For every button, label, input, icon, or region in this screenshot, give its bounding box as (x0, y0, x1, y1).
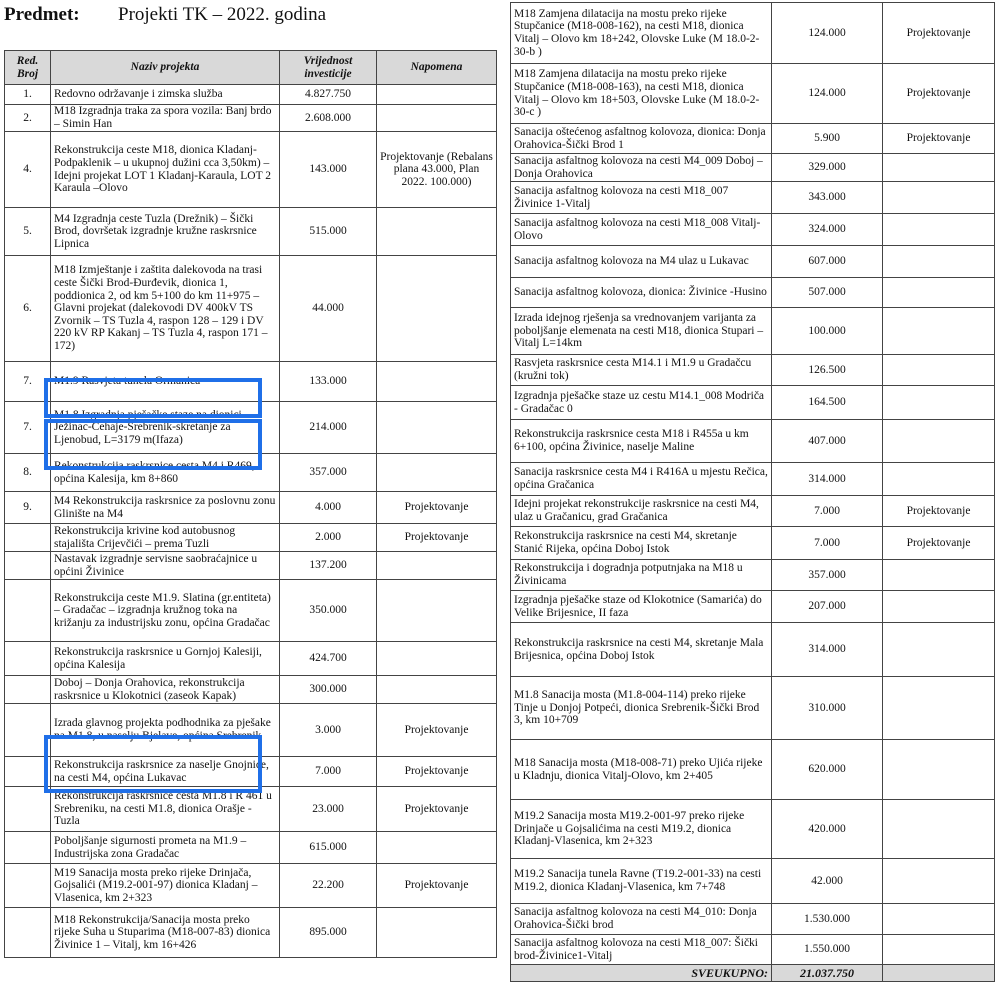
row-number: 7. (5, 362, 51, 402)
row-investment-value: 44.000 (280, 256, 377, 362)
row-investment-value: 3.000 (280, 704, 377, 757)
table-row (511, 3, 995, 64)
table-row (511, 420, 995, 463)
row-note (883, 740, 995, 800)
table-row (5, 362, 497, 402)
row-note (883, 904, 995, 935)
table-row (511, 527, 995, 560)
row-number (5, 908, 51, 958)
total-value: 21.037.750 (772, 965, 883, 982)
table-row (511, 386, 995, 420)
row-note (377, 454, 497, 492)
table-row (511, 154, 995, 182)
row-number: 4. (5, 132, 51, 208)
row-project-name: Izrada idejnog rješenja sa vrednovanjem varijanta za poboljšanje elemenata na cesti M18, dionica Stupari – Vitalj L=14km (511, 308, 772, 355)
col-header-napomena: Napomena (377, 51, 497, 85)
row-number (5, 580, 51, 642)
row-project-name: Doboj – Donja Orahovica, rekonstrukcija raskrsnice u Klokotnici (zaseok Kapak) (51, 676, 280, 704)
row-note: Projektovanje (377, 492, 497, 524)
row-number: 7. (5, 402, 51, 454)
row-note (883, 214, 995, 246)
row-note (377, 908, 497, 958)
row-number (5, 552, 51, 580)
row-note (377, 362, 497, 402)
row-investment-value: 2.608.000 (280, 105, 377, 132)
row-investment-value: 615.000 (280, 832, 377, 864)
row-note (883, 859, 995, 904)
table-row (5, 832, 497, 864)
row-note (883, 420, 995, 463)
row-investment-value: 7.000 (280, 757, 377, 787)
row-note: Projektovanje (Rebalans plana 43.000, Plan 2022. 100.000) (377, 132, 497, 208)
row-note (883, 463, 995, 496)
row-project-name: Idejni projekat rekonstrukcije raskrsnice na cesti M4, ulaz u Gračanicu, grad Gračanica (511, 496, 772, 527)
row-note (377, 676, 497, 704)
table-row (5, 757, 497, 787)
table-row (5, 105, 497, 132)
row-investment-value: 4.000 (280, 492, 377, 524)
row-investment-value: 4.827.750 (280, 85, 377, 105)
table-row (511, 124, 995, 154)
row-note (377, 256, 497, 362)
subject-label: Predmet: (4, 4, 80, 25)
row-number (5, 524, 51, 552)
row-project-name: M1.8 Sanacija mosta (M1.8-004-114) preko rijeke Tinje u Donjoj Potpeći, dionica Srebrenik-Šički Brod 3, km 10+709 (511, 677, 772, 740)
table-row (5, 704, 497, 757)
row-project-name: Rekonstrukcija ceste M18, dionica Kladanj-Podpaklenik – u ukupnoj dužini cca 3,50km) – Idejni projekat LOT 1 Kladanj-Karaula, LOT 2 Karaula –Olovo (51, 132, 280, 208)
row-number: 8. (5, 454, 51, 492)
table-row (511, 591, 995, 623)
row-project-name: M1.8 Izgradnja pješačke staze na dionici Ježinac-Čehaje-Srebrenik-skretanje za Ljenobud, L=3179 m(Ifaza) (51, 402, 280, 454)
row-note (883, 182, 995, 214)
row-number: 9. (5, 492, 51, 524)
table-row (5, 642, 497, 676)
row-project-name: Sanacija asfaltnog kolovoza na cesti M18_007: Šički brod-Živinice1-Vitalj (511, 935, 772, 965)
row-investment-value: 143.000 (280, 132, 377, 208)
table-row (511, 560, 995, 591)
table-row (511, 859, 995, 904)
row-investment-value: 124.000 (772, 64, 883, 124)
row-investment-value: 1.550.000 (772, 935, 883, 965)
row-number (5, 864, 51, 908)
row-investment-value: 607.000 (772, 246, 883, 278)
table-row (5, 908, 497, 958)
row-project-name: Sanacija oštećenog asfaltnog kolovoza, dionica: Donja Orahovica-Šički Brod 1 (511, 124, 772, 154)
table-row (5, 524, 497, 552)
row-project-name: Sanacija asfaltnog kolovoza na M4 ulaz u Lukavac (511, 246, 772, 278)
row-project-name: Poboljšanje sigurnosti prometa na M1.9 – Industrijska zona Gradačac (51, 832, 280, 864)
row-project-name: Rekonstrukcija krivine kod autobusnog stajališta Crijevčići – prema Tuzli (51, 524, 280, 552)
row-note (883, 800, 995, 859)
row-investment-value: 137.200 (280, 552, 377, 580)
row-investment-value: 424.700 (280, 642, 377, 676)
row-investment-value: 620.000 (772, 740, 883, 800)
row-note (883, 591, 995, 623)
table-row (5, 492, 497, 524)
table-row (5, 402, 497, 454)
total-label: SVEUKUPNO: (511, 965, 772, 982)
row-project-name: Nastavak izgradnje servisne saobraćajnice u općini Živinice (51, 552, 280, 580)
row-note (377, 402, 497, 454)
row-number (5, 704, 51, 757)
row-number: 2. (5, 105, 51, 132)
row-investment-value: 7.000 (772, 496, 883, 527)
row-project-name: Izgradnja pješačke staze od Klokotnice (Samarića) do Velike Brijesnice, II faza (511, 591, 772, 623)
row-note (883, 154, 995, 182)
row-number (5, 642, 51, 676)
row-investment-value: 310.000 (772, 677, 883, 740)
row-investment-value: 1.530.000 (772, 904, 883, 935)
row-note (377, 832, 497, 864)
row-project-name: M18 Rekonstrukcija/Sanacija mosta preko rijeke Suha u Stuparima (M18-007-83) dionica Živinice 1 – Vitalj, km 16+426 (51, 908, 280, 958)
row-investment-value: 7.000 (772, 527, 883, 560)
row-number (5, 787, 51, 832)
row-project-name: Rekonstrukcija raskrsnice na cesti M4, skretanje Stanić Rijeka, općina Doboj Istok (511, 527, 772, 560)
row-project-name: M4 Rekonstrukcija raskrsnice za poslovnu zonu Glinište na M4 (51, 492, 280, 524)
table-row (5, 454, 497, 492)
row-note: Projektovanje (377, 864, 497, 908)
table-row (5, 787, 497, 832)
row-investment-value: 357.000 (772, 560, 883, 591)
row-note (883, 278, 995, 308)
row-note: Projektovanje (377, 757, 497, 787)
row-project-name: Rekonstrukcija raskrsnice cesta M4 i R469, općina Kalesija, km 8+860 (51, 454, 280, 492)
row-note (883, 935, 995, 965)
row-project-name: Sanacija asfaltnog kolovoza na cesti M18_007 Živinice 1-Vitalj (511, 182, 772, 214)
total-empty (883, 965, 995, 982)
row-note: Projektovanje (883, 3, 995, 64)
table-row (5, 580, 497, 642)
table-row (511, 214, 995, 246)
row-note: Projektovanje (377, 787, 497, 832)
row-note (377, 552, 497, 580)
projects-table-left (4, 50, 497, 958)
row-investment-value: 22.200 (280, 864, 377, 908)
row-note: Projektovanje (883, 496, 995, 527)
row-project-name: M19.2 Sanacija tunela Ravne (T19.2-001-33) na cesti M19.2, dionica Kladanj-Vlasenica, km 7+748 (511, 859, 772, 904)
table-row (511, 308, 995, 355)
row-note (883, 355, 995, 386)
row-investment-value: 507.000 (772, 278, 883, 308)
table-row (511, 904, 995, 935)
row-project-name: Rekonstrukcija ceste M1.9. Slatina (gr.entiteta) – Gradačac – izgradnja kružnog toka na križanju za industrijsku zonu, općina Gradačac (51, 580, 280, 642)
document-subject (4, 4, 327, 30)
row-investment-value: 343.000 (772, 182, 883, 214)
row-note: Projektovanje (377, 704, 497, 757)
table-row (511, 740, 995, 800)
row-investment-value: 357.000 (280, 454, 377, 492)
row-investment-value: 164.500 (772, 386, 883, 420)
row-project-name: M18 Zamjena dilatacija na mostu preko rijeke Stupčanice (M18-008-162), na cesti M18, dionica Vitalj – Olovo km 18+242, Olovske Luke (M 18.0-2-30-b ) (511, 3, 772, 64)
table-row (511, 182, 995, 214)
col-header-redbroj: Red. Broj (5, 51, 51, 85)
row-project-name: M18 Zamjena dilatacija na mostu preko rijeke Stupčanice (M18-008-163), na cesti M18, dionica Vitalj – Olovo km 18+503, Olovske Luke (M 18.0-2-30-c ) (511, 64, 772, 124)
row-investment-value: 515.000 (280, 208, 377, 256)
table-row (5, 208, 497, 256)
row-investment-value: 2.000 (280, 524, 377, 552)
row-investment-value: 5.900 (772, 124, 883, 154)
row-note (377, 642, 497, 676)
row-project-name: Rasvjeta raskrsnice cesta M14.1 i M1.9 u Gradačcu (kružni tok) (511, 355, 772, 386)
row-note (883, 623, 995, 677)
table-row (5, 864, 497, 908)
row-note (883, 246, 995, 278)
row-investment-value: 350.000 (280, 580, 377, 642)
table-row (511, 623, 995, 677)
table-row (511, 355, 995, 386)
row-note: Projektovanje (883, 64, 995, 124)
row-project-name: Redovno održavanje i zimska služba (51, 85, 280, 105)
row-note (883, 560, 995, 591)
row-number (5, 832, 51, 864)
row-investment-value: 324.000 (772, 214, 883, 246)
row-investment-value: 314.000 (772, 623, 883, 677)
table-row (511, 935, 995, 965)
row-project-name: M18 Izgradnja traka za spora vozila: Banj brdo – Simin Han (51, 105, 280, 132)
row-project-name: M18 Sanacija mosta (M18-008-71) preko Ujića rijeke u Kladnju, dionica Vitalj-Olovo, km 2+405 (511, 740, 772, 800)
row-number: 1. (5, 85, 51, 105)
row-note (883, 308, 995, 355)
col-header-naziv: Naziv projekta (51, 51, 280, 85)
row-project-name: Sanacija asfaltnog kolovoza, dionica: Živinice -Husino (511, 278, 772, 308)
row-investment-value: 214.000 (280, 402, 377, 454)
row-project-name: M18 Izmještanje i zaštita dalekovoda na trasi ceste Šički Brod-Đurđevik, dionica 1, poddionica 2, od km 5+100 do km 11+975 – Glavni projekat (dalekovodi DV 400kV TS Zvornik – TS Tuzla 4, raspon 128 – 129 i DV 220 kV RP Kakanj – TS Tuzla 4, raspon 171 – 172) (51, 256, 280, 362)
table-row (5, 676, 497, 704)
row-project-name: Sanacija asfaltnog kolovoza na cesti M18_008 Vitalj-Olovo (511, 214, 772, 246)
col-header-vrijednost: Vrijednost investicije (280, 51, 377, 85)
row-number (5, 676, 51, 704)
row-note (377, 105, 497, 132)
row-investment-value: 300.000 (280, 676, 377, 704)
row-note (377, 208, 497, 256)
row-note: Projektovanje (377, 524, 497, 552)
row-investment-value: 23.000 (280, 787, 377, 832)
row-project-name: M19.2 Sanacija mosta M19.2-001-97 preko rijeke Drinjače u Gojsalićima na cesti M19.2, dionica Kladanj-Vlasenica, km 2+323 (511, 800, 772, 859)
row-project-name: Sanacija raskrsnice cesta M4 i R416A u mjestu Rečica, općina Gračanica (511, 463, 772, 496)
subject-text: Projekti TK – 2022. godina (118, 4, 327, 25)
table-row (5, 552, 497, 580)
row-note (377, 580, 497, 642)
table-row (511, 463, 995, 496)
table-row (5, 85, 497, 105)
row-investment-value: 329.000 (772, 154, 883, 182)
row-note (377, 85, 497, 105)
row-investment-value: 407.000 (772, 420, 883, 463)
table-row (511, 800, 995, 859)
row-note (883, 386, 995, 420)
row-investment-value: 100.000 (772, 308, 883, 355)
row-number: 6. (5, 256, 51, 362)
row-project-name: M4 Izgradnja ceste Tuzla (Drežnik) – Šički Brod, dovršetak izgradnje kružne raskrsnice Lipnica (51, 208, 280, 256)
row-investment-value: 420.000 (772, 800, 883, 859)
table-row (5, 132, 497, 208)
table-row (511, 496, 995, 527)
row-project-name: Rekonstrukcija raskrsnice na cesti M4, skretanje Mala Brijesnica, općina Doboj Istok (511, 623, 772, 677)
row-investment-value: 895.000 (280, 908, 377, 958)
table-row (511, 677, 995, 740)
row-project-name: Rekonstrukcija raskrsnice u Gornjoj Kalesiji, općina Kalesija (51, 642, 280, 676)
row-project-name: Izgradnja pješačke staze uz cestu M14.1_008 Modriča - Gradačac 0 (511, 386, 772, 420)
row-number: 5. (5, 208, 51, 256)
row-project-name: Sanacija asfaltnog kolovoza na cesti M4_010: Donja Orahovica-Šički brod (511, 904, 772, 935)
row-investment-value: 207.000 (772, 591, 883, 623)
row-project-name: Sanacija asfaltnog kolovoza na cesti M4_009 Doboj – Donja Orahovica (511, 154, 772, 182)
row-investment-value: 42.000 (772, 859, 883, 904)
row-note (883, 677, 995, 740)
row-project-name: M19 Sanacija mosta preko rijeke Drinjača, Gojsalići (M19.2-001-97) dionica Kladanj – Vlasenica, km 2+323 (51, 864, 280, 908)
row-investment-value: 133.000 (280, 362, 377, 402)
table-row (511, 246, 995, 278)
projects-table-right (510, 2, 995, 982)
table-row (511, 278, 995, 308)
row-project-name: Rekonstrukcija i dogradnja potputnjaka na M18 u Živinicama (511, 560, 772, 591)
row-project-name: Izrada glavnog projekta podhodnika za pješake na M1.8, u naselju Bjelave, općina Srebrenik (51, 704, 280, 757)
row-number (5, 757, 51, 787)
row-project-name: M1.9 Rasvjeta tunela Ormanica (51, 362, 280, 402)
row-investment-value: 124.000 (772, 3, 883, 64)
total-row (511, 965, 995, 982)
row-investment-value: 314.000 (772, 463, 883, 496)
row-note: Projektovanje (883, 527, 995, 560)
table-row (511, 64, 995, 124)
row-note: Projektovanje (883, 124, 995, 154)
row-investment-value: 126.500 (772, 355, 883, 386)
row-project-name: Rekonstrukcija raskrsnice za naselje Gnojnice, na cesti M4, općina Lukavac (51, 757, 280, 787)
row-project-name: Rekonstrukcija raskrsnice cesta M1.8 i R 461 u Srebreniku, na cesti M1.8, dionica Orašje - Tuzla (51, 787, 280, 832)
table-row (5, 256, 497, 362)
row-project-name: Rekonstrukcija raskrsnice cesta M18 i R455a u km 6+100, općina Živinice, naselje Maline (511, 420, 772, 463)
